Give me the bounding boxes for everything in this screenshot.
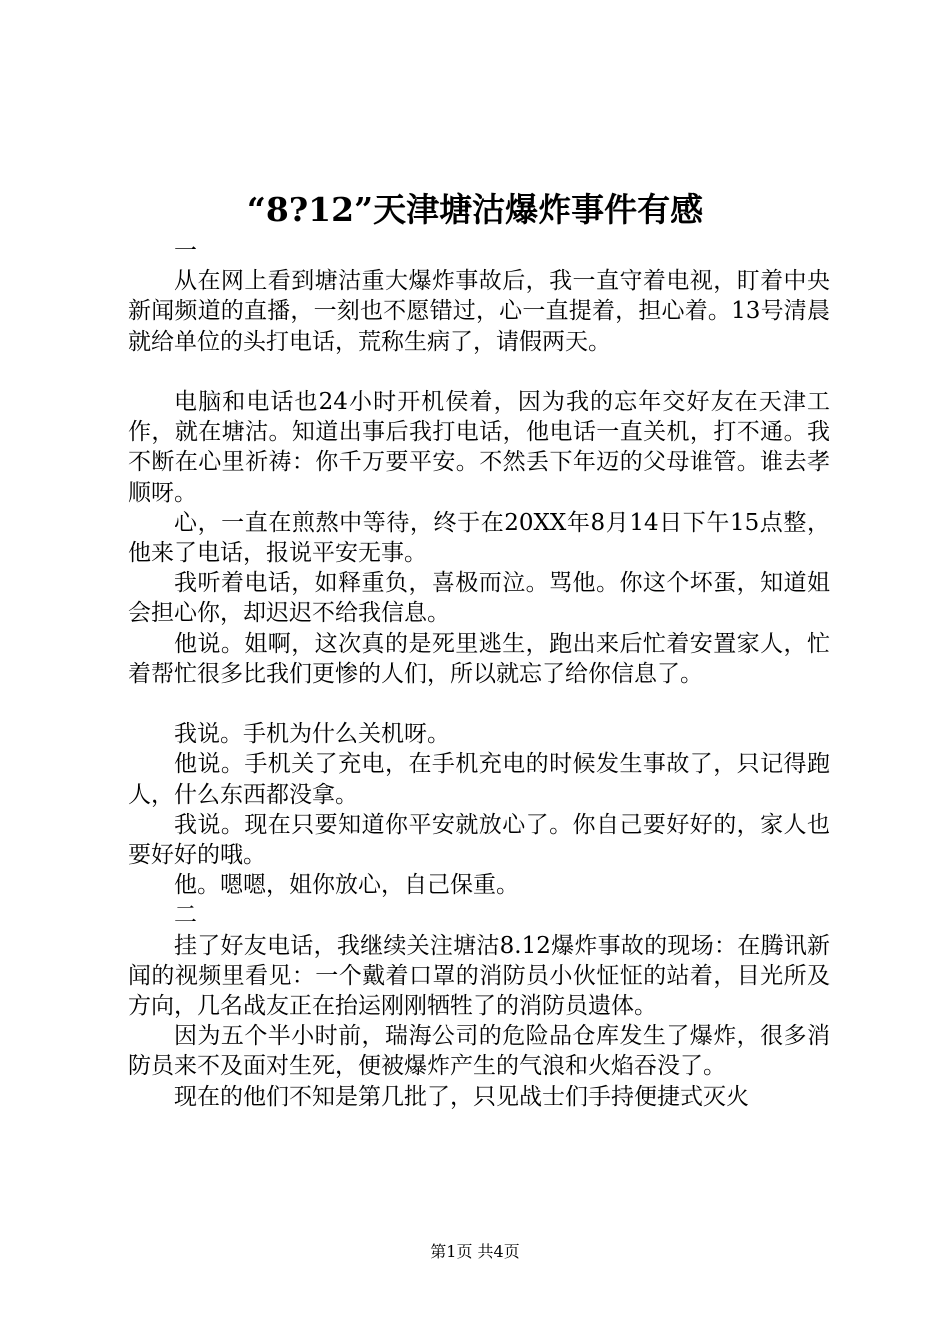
paragraph: 电脑和电话也24小时开机侯着，因为我的忘年交好友在天津工作，就在塘沽。知道出事后我打电话，他电话一直关机，打不通。我不断在心里祈祷：你千万要平安。不然丢下年迈的父母谁管。谁去孝顺呀。 [128, 389, 830, 506]
paragraph: 他说。手机关了充电，在手机充电的时候发生事故了，只记得跑人，什么东西都没拿。 [128, 751, 830, 808]
document-body [128, 236, 830, 1112]
section-marker-one: 一 [174, 238, 197, 264]
paragraph: 他。嗯嗯，姐你放心，自己保重。 [174, 872, 519, 899]
paragraph: 从在网上看到塘沽重大爆炸事故后，我一直守着电视，盯着中央新闻频道的直播，一刻也不愿错过，心一直提着，担心着。13号清晨就给单位的头打电话，荒称生病了，请假两天。 [128, 268, 830, 355]
paragraph: 因为五个半小时前，瑞海公司的危险品仓库发生了爆炸，很多消防员来不及面对生死，便被爆炸产生的气浪和火焰吞没了。 [128, 1023, 830, 1080]
paragraph: 我听着电话，如释重负，喜极而泣。骂他。你这个坏蛋，知道姐会担心你，却迟迟不给我信息。 [128, 570, 830, 627]
paragraph: 心，一直在煎熬中等待，终于在20XX年8月14日下午15点整，他来了电话，报说平安无事。 [128, 509, 830, 567]
document-title: “8?12”天津塘沽爆炸事件有感 [246, 190, 704, 229]
paragraph: 现在的他们不知是第几批了，只见战士们手持便捷式灭火 [174, 1083, 749, 1110]
paragraph: 挂了好友电话，我继续关注塘沽8.12爆炸事故的现场：在腾讯新闻的视频里看见：一个戴着口罩的消防员小伙怔怔的站着，目光所及方向，几名战友正在抬运刚刚牺牲了的消防员遗体。 [128, 932, 830, 1020]
paragraph: 我说。现在只要知道你平安就放心了。你自己要好好的，家人也要好好的哦。 [128, 811, 830, 869]
paragraph: 我说。手机为什么关机呀。 [174, 721, 450, 748]
page-footer: 第1页 共4页 [430, 1242, 520, 1261]
section-marker-two: 二 [174, 902, 197, 929]
paragraph: 他说。姐啊，这次真的是死里逃生，跑出来后忙着安置家人，忙着帮忙很多比我们更惨的人们，所以就忘了给你信息了。 [128, 630, 830, 687]
